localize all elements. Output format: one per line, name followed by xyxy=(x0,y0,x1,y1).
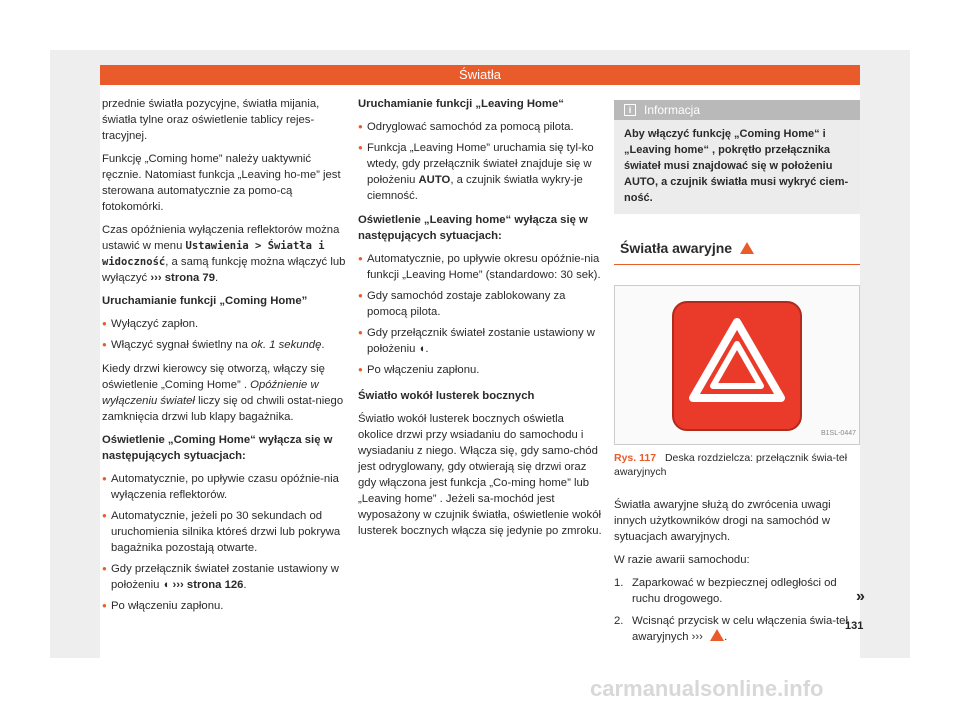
column-1 xyxy=(102,96,348,619)
text: , a samą funkcję można włączyć lub wyłączyć xyxy=(102,256,346,284)
text: Funkcja „Leaving Home” uruchamia się tyl-ko wtedy, gdy przełącznik świateł znajduje się w położeniu xyxy=(367,142,594,186)
menu-path: Ustawienia > Światła i widoczność xyxy=(102,240,325,268)
section-title xyxy=(614,234,860,265)
paragraph: Czas opóźnienia wyłączenia reflektorów można ustawić w menu Ustawienia > Światła i widoczność, a samą funkcję można włączyć lub wyłączyć ››› strona 79. xyxy=(102,224,346,284)
list-item: 2. Wcisnąć przycisk w celu włączenia świa-teł awaryjnych ››› . xyxy=(614,615,848,643)
text: liczy się od chwili ostat-niego zamknięcia drzwi lub klapy bagażnika. xyxy=(102,395,344,423)
text: Opóźnienie w wyłączeniu świateł xyxy=(102,379,319,407)
step-number: 2. xyxy=(614,615,624,627)
list-item: ● Włączyć sygnał świetlny na ok. 1 sekundę. xyxy=(102,337,348,353)
section-title-text: Światła awaryjne xyxy=(620,240,733,256)
list-item: ● Po włączeniu zapłonu. xyxy=(358,362,602,378)
section-heading: Uruchamianie funkcji „Leaving Home“ xyxy=(358,98,564,110)
list-item xyxy=(614,575,860,607)
watermark: carmanualsonline.info xyxy=(590,676,824,701)
list-item: ● Automatycznie, jeżeli po 30 sekundach od uruchomienia silnika któreś drzwi lub pokrywa bagażnika pozostają otwarte. xyxy=(102,508,348,556)
info-box-body xyxy=(614,120,860,214)
light-switch-off-icon: ◖ xyxy=(418,343,426,355)
list-item: ● Automatycznie, po upływie czasu opóźnie-nia wyłączenia reflektorów. xyxy=(102,471,348,503)
info-box-header xyxy=(614,100,860,120)
caption-text: Deska rozdzielcza: przełącznik świa-teł awaryjnych xyxy=(614,452,848,478)
hazard-switch-illustration xyxy=(615,286,859,444)
list-item: ● Gdy przełącznik świateł zostanie ustawiony w położeniu ◖. xyxy=(358,325,602,357)
list-item: ● Automatycznie, po upływie okresu opóźnie-nia funkcji „Leaving Home” (standardowo: 30 sek). xyxy=(358,251,602,283)
paragraph: Światła awaryjne służą do zwrócenia uwagi innych użytkowników drogi na samochód w sytuacjach awaryjnych. xyxy=(614,499,831,543)
text: Kiedy drzwi kierowcy się otworzą, włączy się oświetlenie „Coming Home” . xyxy=(102,363,325,391)
auto-symbol: AUTO xyxy=(418,174,451,186)
list-item: ● Wyłączyć zapłon. xyxy=(102,316,348,332)
list-item: ● Odryglować samochód za pomocą pilota. xyxy=(358,119,602,135)
info-box-title: Informacja xyxy=(644,103,701,117)
text: Czas opóźnienia wyłączenia reflektorów można ustawić w menu xyxy=(102,224,340,252)
list-item xyxy=(358,140,602,204)
page-reference-link[interactable]: ››› strona 126 xyxy=(172,579,244,591)
next-page-arrow[interactable]: » xyxy=(856,588,865,605)
column-2 xyxy=(358,96,602,546)
text: Aby włączyć funkcję „Coming Home“ i „Leaving home“ , pokrętło przełącznika świateł musi znajdować się w położeniu xyxy=(624,128,833,172)
section-heading: Światło wokół lusterek bocznych xyxy=(358,390,535,402)
hazard-switch-figure xyxy=(614,285,860,445)
info-box xyxy=(614,100,860,214)
paragraph: W razie awarii samochodu: xyxy=(614,554,750,566)
warning-triangle-icon xyxy=(710,629,724,641)
paragraph: Światło wokół lusterek bocznych oświetla okolice drzwi przy wsiadaniu do samochodu i wysiadaniu z niego. Włącza się, gdy samo-chód jest odryglowany, gdy otwierają się drzwi oraz gdy włączona jest funkcja „Co-ming home” lub „Leaving home” . Jeżeli sa-mochód jest wyposażony w czujnik światła, oświetlenie wokół lusterek bocznych włącza się jedynie po zmroku. xyxy=(358,413,602,537)
section-heading: Oświetlenie „Coming Home“ wyłącza się w następujących sytuacjach: xyxy=(102,434,333,462)
paragraph: przednie światła pozycyjne, światła mijania, światła tylne oraz oświetlenie tablicy rejes-tracyjnej. xyxy=(102,98,320,142)
page-reference-link[interactable]: ››› strona 79 xyxy=(150,272,215,284)
warning-triangle-icon xyxy=(740,242,754,254)
page-header: Światła xyxy=(100,65,860,85)
list-item: ● Po włączeniu zapłonu. xyxy=(102,598,348,614)
step-text: Zaparkować w bezpiecznej odległości od ruchu drogowego. xyxy=(632,577,837,605)
light-switch-off-icon: ◖ xyxy=(162,579,170,591)
section-heading: Oświetlenie „Leaving home“ wyłącza się w następujących sytuacjach: xyxy=(358,214,588,242)
paragraph xyxy=(102,361,348,425)
step-text[interactable]: Wcisnąć przycisk w celu włączenia świa-teł awaryjnych ››› xyxy=(632,615,848,643)
step-number: 1. xyxy=(614,577,624,589)
list-item: ● Gdy samochód zostaje zablokowany za pomocą pilota. xyxy=(358,288,602,320)
paragraph: Funkcję „Coming home” należy uaktywnić ręcznie. Natomiast funkcja „Leaving ho-me” jest sterowana automatycznie za pomo-cą fotokomórki. xyxy=(102,153,341,213)
text: ok. 1 sekundę xyxy=(251,339,322,351)
section-heading: Uruchamianie funkcji „Coming Home” xyxy=(102,295,308,307)
figure-code: B1SL-0447 xyxy=(820,430,856,437)
column-3 xyxy=(614,100,860,651)
auto-symbol: AUTO xyxy=(624,176,655,188)
text: , a czujnik światła musi wykryć ciem-ność. xyxy=(624,176,849,204)
text: , a czujnik światła wykry-je ciemność. xyxy=(367,174,583,202)
text: Gdy przełącznik świateł zostanie ustawiony w położeniu xyxy=(367,327,595,355)
figure-number: Rys. 117 xyxy=(614,452,657,464)
text: Włączyć sygnał świetlny na xyxy=(111,339,248,351)
list-item: ● Gdy przełącznik świateł zostanie ustawiony w położeniu ◖ ››› strona 126. xyxy=(102,561,348,593)
info-icon: i xyxy=(624,104,636,116)
figure-caption xyxy=(614,451,860,479)
page-number: 131 xyxy=(845,620,864,632)
text: Gdy przełącznik świateł zostanie ustawiony w położeniu xyxy=(111,563,339,591)
